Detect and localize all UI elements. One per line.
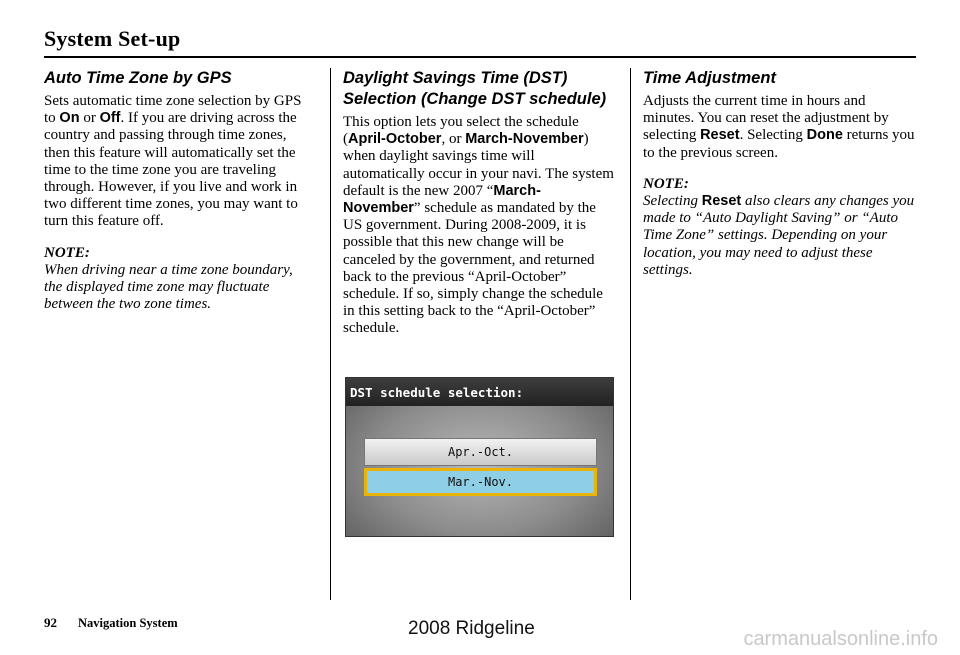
spacer [643, 162, 915, 176]
screen-title: DST schedule selection: [350, 385, 524, 400]
term-march-november: March-November [465, 131, 584, 148]
watermark-site: carmanualsonline.info [743, 628, 938, 650]
text-span: , or [441, 131, 466, 148]
heading-dst-selection: Daylight Savings Time (DST) Selection (Change DST schedule) [343, 69, 607, 108]
term-on: On [59, 110, 80, 127]
title-rule [44, 56, 916, 58]
column-divider-1 [330, 68, 331, 600]
text-span: returns you to the previous screen. [643, 127, 915, 161]
text-span: Adjusts the current time in hours and minutes. You can reset the adjustment by selecting [643, 93, 889, 144]
text-span: ” schedule as mandated by the US government. During 2008-2009, it is possible that this new change will be canceled by the government, and returned back to the previous “April-October” schedule. If so, simply change the schedule in this setting back to the “April-October” schedule. [343, 200, 603, 337]
text-span: or [79, 110, 100, 127]
paragraph-auto-time-zone [44, 93, 310, 231]
heading-auto-time-zone: Auto Time Zone by GPS [44, 69, 232, 87]
note-text [643, 193, 915, 279]
page-title: System Set-up [44, 26, 181, 51]
dst-screen-image [345, 377, 614, 537]
option-mar-nov-button[interactable]: Mar.-Nov. [364, 468, 597, 496]
note-label: NOTE: [643, 175, 689, 192]
watermark-model: 2008 Ridgeline [408, 618, 535, 639]
option-apr-oct-button[interactable]: Apr.-Oct. [364, 438, 597, 466]
column-dst-selection [343, 68, 615, 338]
text-span: also clears any changes you made to “Auto Daylight Saving” or “Auto Time Zone” settings. Depending on your location, you may need to adjust these settings. [643, 193, 915, 278]
column-divider-2 [630, 68, 631, 600]
term-done: Done [806, 127, 843, 144]
page-number: 92 [44, 615, 57, 630]
footer-label: Navigation System [78, 616, 178, 630]
paragraph-time-adjustment [643, 93, 915, 162]
term-march-november-default: March-November [343, 182, 541, 217]
text-span: This option lets you select the schedule ( [343, 114, 579, 148]
column-auto-time-zone [44, 68, 310, 313]
heading-time-adjustment: Time Adjustment [643, 69, 776, 87]
text-span: Selecting [643, 193, 702, 210]
term-reset-note: Reset [701, 193, 742, 210]
spacer [44, 231, 310, 245]
text-span: . If you are driving across the country and passing through time zones, then this feature will automatically set the time to the time zone you are traveling through. However, if you live and work in two different time zones, you may want to turn this feature off. [44, 110, 298, 230]
term-april-october: April-October [348, 131, 442, 148]
term-off: Off [99, 110, 121, 127]
text-span: Sets automatic time zone selection by GPS to [44, 93, 302, 127]
term-reset: Reset [700, 127, 740, 144]
text-span: ) when daylight savings time will automatically occur in your navi. The system default is the new 2007 “ [343, 131, 614, 199]
screen-header [346, 378, 613, 406]
column-time-adjustment [643, 68, 915, 279]
note-text: When driving near a time zone boundary, the displayed time zone may fluctuate between the two zone times. [44, 261, 293, 313]
text-span: . Selecting [739, 127, 807, 144]
paragraph-dst-selection [343, 114, 615, 338]
note-label: NOTE: [44, 244, 90, 261]
